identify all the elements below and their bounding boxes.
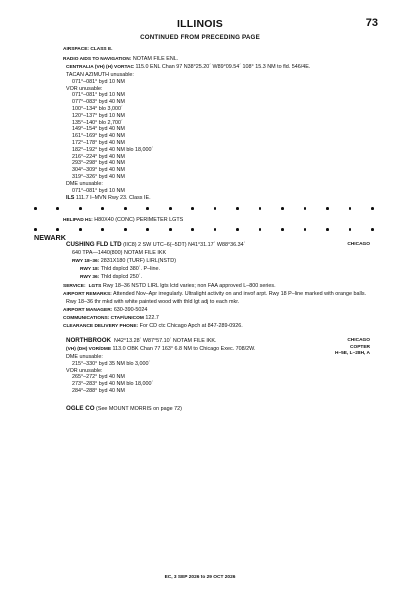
unusable-line: 071°–081° byd 10 NM — [72, 92, 125, 99]
separator-dots-2 — [34, 228, 374, 231]
manager-line — [63, 307, 147, 315]
clearance-text: For CD ctc Chicago Apch at 847-289-0926. — [139, 323, 243, 329]
cushing-elevation-line: 640 TPA—1440(800) NOTAM FILE IKK — [72, 250, 167, 256]
region-chicago-northbrook: CHICAGO — [347, 338, 370, 343]
runway-18-text: Thld dsplcd 380´. P–line. — [100, 266, 161, 272]
ogle-co-line — [66, 406, 182, 413]
page-state-heading: ILLINOIS — [177, 18, 223, 30]
vor-dme-text: 113.0 OBK Chan 77 163° 6.8 NM to Chicago Exec. 708/2W. — [112, 346, 256, 352]
copter-label: COPTER — [350, 344, 370, 350]
region-chicago-newark: CHICAGO — [347, 242, 370, 247]
communications-line — [63, 315, 159, 323]
helipad-line — [63, 217, 183, 225]
continued-heading: CONTINUED FROM PRECEDING PAGE — [140, 34, 260, 41]
runway-36-line — [80, 274, 142, 282]
centralia-label: CENTRALIA (VH) (H) VORTAC — [66, 65, 134, 70]
ils-text: 111.7 I–MVN Rwy 23. Class IE. — [75, 195, 151, 201]
unusable-line: 077°–083° byd 40 NM — [72, 99, 125, 106]
helipad-label: HELIPAD H1: — [63, 218, 93, 223]
unusable-line: 135°–140° blo 2,700´ — [72, 119, 123, 126]
chart-reference: H–5E, L–28H, A — [334, 351, 370, 357]
ogle-co-reference: (See MOUNT MORRIS on page 72) — [96, 406, 182, 412]
ils-label: ILS — [66, 195, 75, 201]
northbrook-unusable-line: DME unusable: — [66, 354, 103, 360]
unusable-line: 071°–081° byd 10 NM — [72, 78, 125, 85]
effective-dates-footer: EC, 3 SEP 2026 to 29 OCT 2026 — [164, 575, 236, 580]
cushing-location-text: (IIC8) 2 SW UTC–6(–5DT) N41°31.17´ W88°36.34´ — [123, 242, 246, 248]
lgts-label: LGTS — [88, 284, 102, 289]
radio-aids-line — [63, 56, 178, 64]
runway-36-label: RWY 36: — [80, 275, 100, 280]
airport-name-cushing: CUSHING FLD LTD — [66, 241, 122, 248]
centralia-vortac-line — [66, 64, 310, 72]
northbrook-header-line — [66, 338, 217, 345]
unusable-line: 216°–224° byd 40 NM — [72, 153, 125, 160]
northbrook-vor-line — [66, 346, 255, 354]
helipad-text: H80X40 (CONC) PERIMETER LGTS — [94, 217, 184, 223]
remarks-line-1 — [63, 291, 366, 299]
unusable-line: 172°–178° byd 40 NM — [72, 140, 125, 146]
unusable-line: 304°–309° byd 40 NM — [72, 167, 125, 174]
remarks-label: AIRPORT REMARKS: — [63, 292, 112, 297]
ils-line — [66, 195, 151, 202]
communications-text: 122.7 — [145, 315, 159, 321]
unusable-line: VOR unusable: — [66, 85, 103, 92]
northbrook-unusable-line: 273°–283° byd 40 NM blo 18,000´ — [72, 381, 154, 388]
unusable-line: DME unusable: — [66, 180, 103, 187]
northbrook-unusable-line: VOR unusable: — [66, 367, 103, 374]
runway-text: 2831X180 (TURF) LIRL(NSTD) — [100, 258, 176, 264]
clearance-label: CLEARANCE DELIVERY PHONE: — [63, 324, 139, 329]
manager-label: AIRPORT MANAGER: — [63, 308, 113, 313]
unusable-line: 120°–137° byd 10 NM — [72, 112, 125, 119]
northbrook-region-block — [335, 338, 370, 358]
service-label: SERVICE: — [63, 284, 86, 289]
radio-aids-label: RADIO AIDS TO NAVIGATION: — [63, 57, 132, 62]
remarks-text-1: Attended Nov–Apr irregularly. Ultralight activity on and invof arpt. Rwy 18 P–line marked with orange balls. — [112, 291, 367, 297]
service-line — [63, 283, 276, 291]
northbrook-location-text: N42°13.28´ W87°57.10´ NOTAM FILE IKK. — [114, 338, 217, 344]
page-number: 73 — [365, 17, 378, 29]
unusable-line: 182°–192° byd 40 NM blo 18,000´ — [72, 146, 154, 153]
communications-label: COMMUNICATIONS: CTAF/UNICOM — [63, 316, 144, 321]
runway-18-line — [80, 266, 160, 274]
unusable-line: 293°–298° byd 40 NM — [72, 160, 125, 167]
centralia-text: 115.0 ENL Chan 97 N38°25.20´ W89°09.54´ 108° 15.3 NM to fld. 546/4E. — [135, 64, 311, 70]
unusable-line: 149°–154° byd 40 NM — [72, 126, 125, 133]
unusable-line: 161°–169° byd 40 NM — [72, 133, 125, 140]
radio-aids-text: NOTAM FILE ENL. — [132, 56, 179, 62]
vor-dme-label: (VH) (DH) VOR/DME — [66, 347, 112, 352]
unusable-line: 100°–134° blo 3,000´ — [72, 106, 123, 112]
unusable-line: TACAN AZIMUTH unusable: — [66, 72, 134, 78]
runway-18-label: RWY 18: — [80, 267, 100, 272]
northbrook-unusable-line: 284°–288° byd 40 NM — [72, 388, 125, 394]
unusable-line: 071°–081° byd 10 NM — [72, 187, 125, 194]
navaid-name-northbrook: NORTHBROOK — [66, 337, 112, 344]
service-text: Rwy 18–36 NSTD LIRL lgts lctd varies; non FAA approved L–800 series. — [102, 283, 276, 289]
runway-label: RWY 18–36: — [72, 259, 100, 264]
manager-text: 630-390-5024 — [113, 307, 148, 313]
airspace-line: AIRSPACE: CLASS E. — [63, 47, 113, 52]
unusable-line: 319°–326° byd 40 NM — [72, 174, 125, 180]
northbrook-unusable-line: 265°–272° byd 40 NM — [72, 374, 125, 381]
northbrook-unusable-line: 215°–330° byd 35 NM blo 3,000´ — [72, 360, 151, 367]
runway-36-text: Thld dsplcd 250´. — [100, 274, 143, 280]
runway-18-36-line — [72, 258, 176, 266]
cushing-header-line — [66, 242, 245, 249]
airport-name-ogle: OGLE CO — [66, 405, 95, 412]
remarks-line-2: Rwy 18–36 thr mkd with white painted wood with thld lgt adj to each mkr. — [66, 299, 240, 305]
city-heading-newark: NEWARK — [34, 233, 66, 242]
separator-dots-1 — [34, 207, 374, 210]
clearance-line — [63, 323, 243, 331]
